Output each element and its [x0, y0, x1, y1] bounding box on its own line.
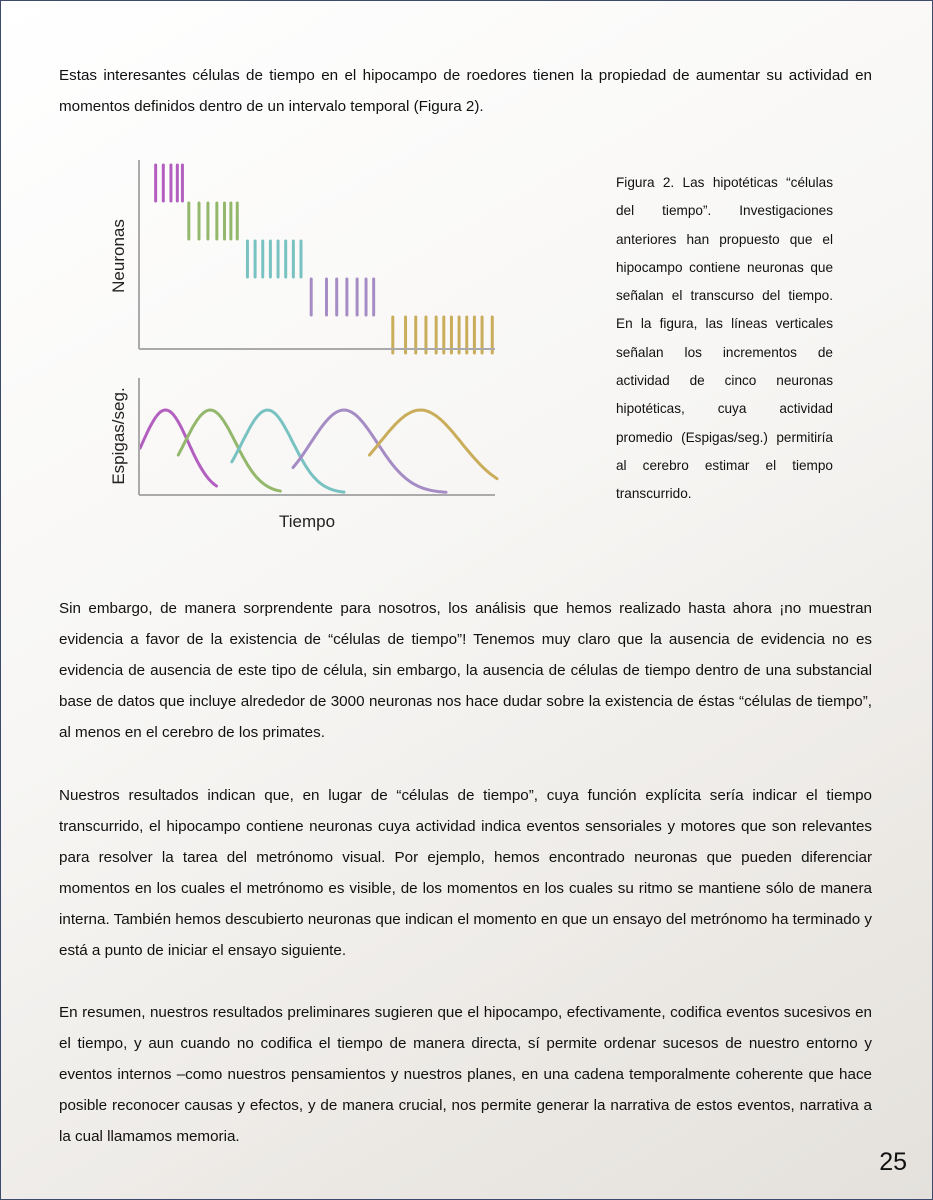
body-paragraph-2: Nuestros resultados indican que, en lugar de “células de tiempo”, cuya función explícita sería indicar el tiempo transcurrido, el hipocampo contiene neuronas cuya actividad indica eventos sensoriales y motores que son relevantes para resolver la tarea del metrónomo visual. Por ejemplo, hemos encontrado neuronas que pueden diferenciar momentos en los cuales el metrónomo es visible, de los momentos en los cuales su ritmo se mantiene sólo de manera interna. También hemos descubierto neuronas que indican el momento en que un ensayo del metrónomo ha terminado y está a punto de iniciar el ensayo siguiente. [59, 787, 872, 959]
rate-curve [140, 410, 217, 486]
figure-2 [100, 155, 505, 540]
body-paragraph-1: Sin embargo, de manera sorprendente para nosotros, los análisis que hemos realizado hasta ahora ¡no muestran evidencia a favor de la existencia de “células de tiempo”! Tenemos muy claro que la ausencia de evidencia no es evidencia de ausencia de este tipo de célula, sin embargo, la ausencia de células de tiempo dentro de una substancial base de datos que incluye alrededor de 3000 neuronas nos hace dudar sobre la existencia de éstas “células de tiempo”, al menos en el cerebro de los primates. [59, 600, 872, 741]
body-paragraph-3: En resumen, nuestros resultados preliminares sugieren que el hipocampo, efectivamente, codifica eventos sucesivos en el tiempo, y aun cuando no codifica el tiempo de manera directa, sí permite ordenar sucesos de nuestro entorno y eventos internos –como nuestros pensamientos y nuestros planes, en una cadena temporalmente coherente que hace posible reconocer causas y efectos, y de manera crucial, nos permite generar la narrativa de estos eventos, narrativa a la cual llamamos memoria. [59, 1004, 872, 1145]
rate-y-label: Espigas/seg. [109, 387, 128, 485]
time-cells-figure [100, 155, 505, 540]
raster-y-label: Neuronas [109, 219, 128, 293]
page-number: 25 [879, 1148, 907, 1176]
figure-caption: Figura 2. Las hipotéticas “células del tiempo”. Investigaciones anteriores han propuesto que el hipocampo contiene neuronas que señalan el transcurso del tiempo. En la figura, las líneas verticales señalan los incrementos de actividad de cinco neuronas hipotéticas, cuya actividad promedio (Espigas/seg.) permitiría al cerebro estimar el tiempo transcurrido. [616, 175, 833, 502]
rate-curve [370, 410, 498, 479]
x-axis-label: Tiempo [278, 512, 336, 531]
intro-paragraph: Estas interesantes células de tiempo en el hipocampo de roedores tienen la propiedad de aumentar su actividad en momentos definidos dentro de un intervalo temporal (Figura 2). [59, 67, 872, 115]
